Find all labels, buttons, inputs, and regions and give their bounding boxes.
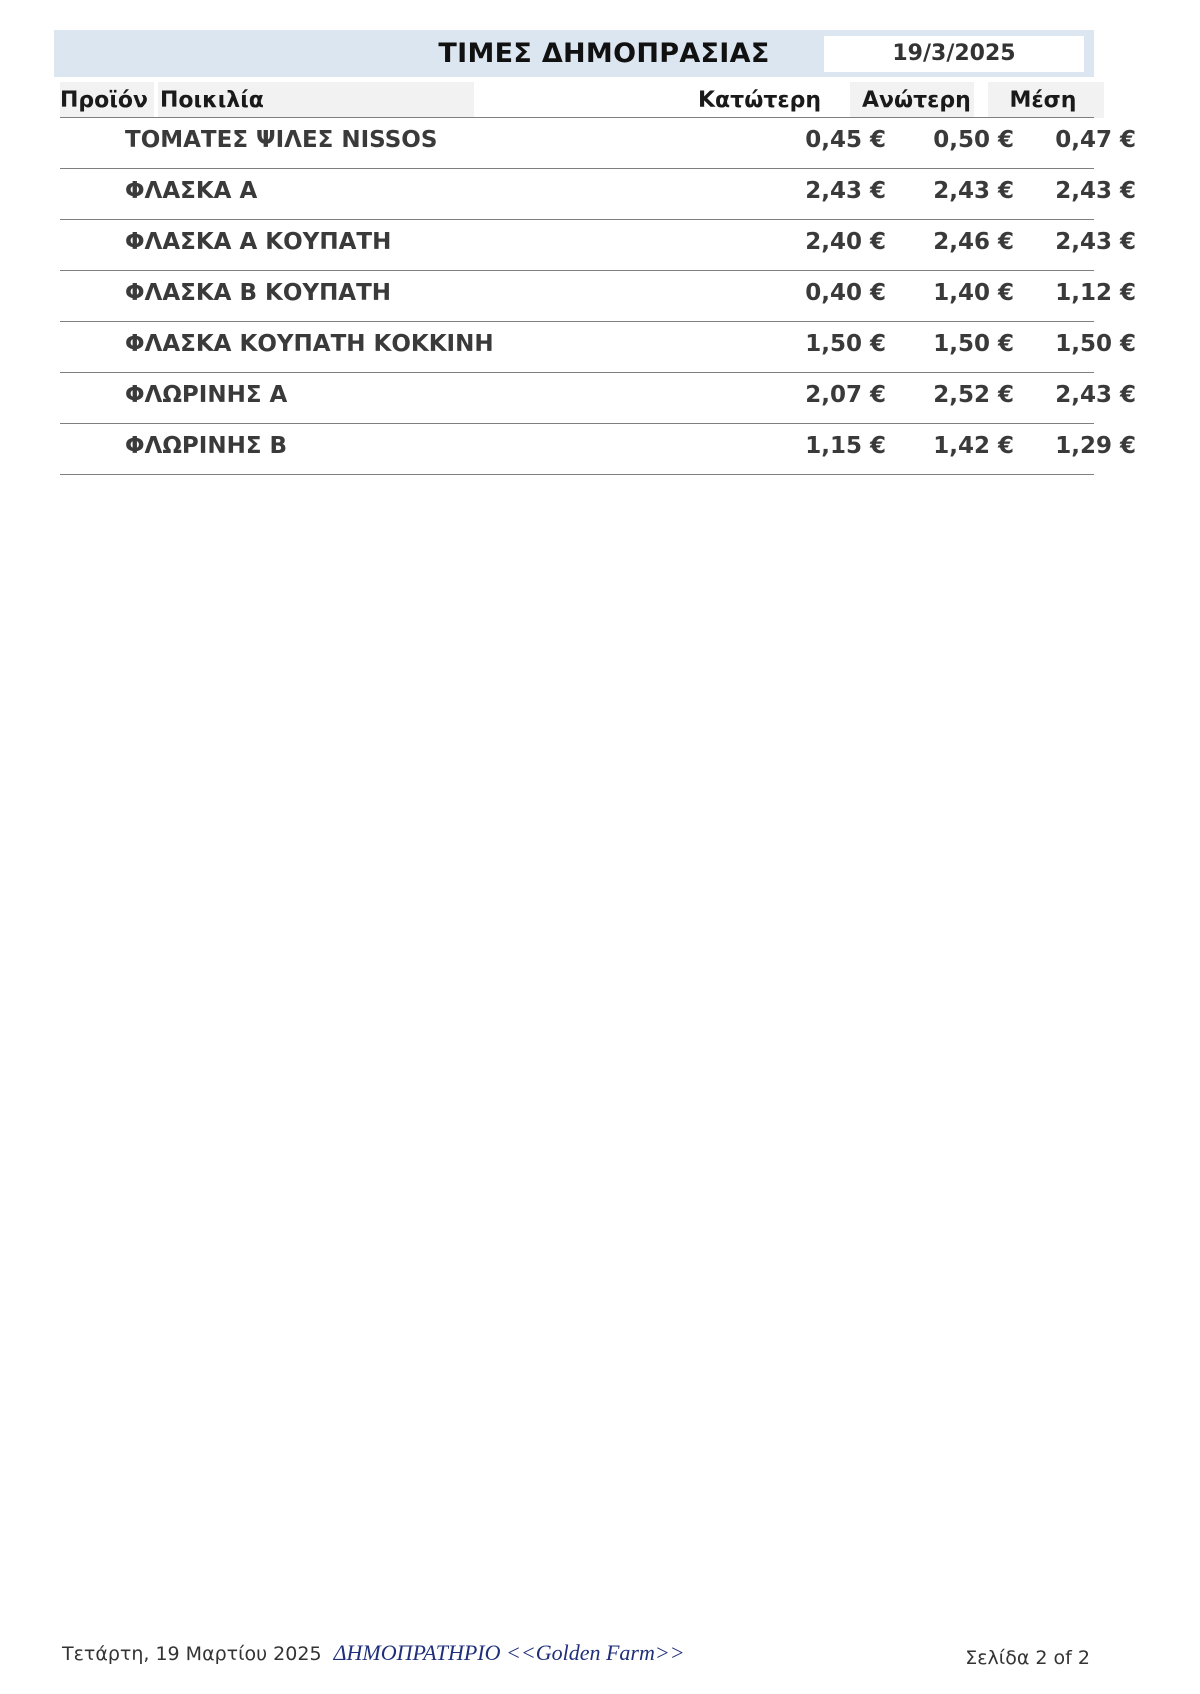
- table-row: [60, 373, 1136, 424]
- footer-date: Τετάρτη, 19 Μαρτίου 2025: [62, 1643, 322, 1665]
- row-high-price: 2,52 €: [933, 382, 1014, 408]
- row-variety: ΤΟΜΑΤΕΣ ΨΙΛΕΣ NISSOS: [125, 127, 438, 153]
- row-avg-price: 2,43 €: [1055, 229, 1136, 255]
- row-high-price: 1,40 €: [933, 280, 1014, 306]
- footer-company: ΔΗΜΟΠΡΑΤΗΡΙΟ <<Golden Farm>>: [333, 1640, 685, 1665]
- column-header-low: Κατώτερη: [698, 82, 832, 118]
- row-low-price: 0,40 €: [805, 280, 886, 306]
- row-avg-price: 2,43 €: [1055, 178, 1136, 204]
- row-high-price: 1,42 €: [933, 433, 1014, 459]
- row-low-price: 2,07 €: [805, 382, 886, 408]
- table-row: [60, 169, 1136, 220]
- row-low-price: 1,50 €: [805, 331, 886, 357]
- page-number: Σελίδα 2 of 2: [965, 1647, 1090, 1669]
- column-header-avg: Μέση: [988, 82, 1104, 118]
- page-footer: [62, 1640, 685, 1666]
- table-row: [60, 271, 1136, 322]
- row-variety: ΦΛΩΡΙΝΗΣ Β: [125, 433, 288, 459]
- row-variety: ΦΛΑΣΚΑ Α: [125, 178, 258, 204]
- row-high-price: 0,50 €: [933, 127, 1014, 153]
- column-header-product: Προϊόν: [60, 82, 154, 118]
- column-header-variety: Ποικιλία: [158, 82, 474, 118]
- row-variety: ΦΛΑΣΚΑ Β ΚΟΥΠΑΤΗ: [125, 280, 392, 306]
- row-variety: ΦΛΑΣΚΑ ΚΟΥΠΑΤΗ ΚΟΚΚΙΝΗ: [125, 331, 494, 357]
- row-low-price: 0,45 €: [805, 127, 886, 153]
- row-low-price: 2,43 €: [805, 178, 886, 204]
- row-avg-price: 1,12 €: [1055, 280, 1136, 306]
- row-variety: ΦΛΑΣΚΑ Α ΚΟΥΠΑΤΗ: [125, 229, 392, 255]
- row-high-price: 1,50 €: [933, 331, 1014, 357]
- row-avg-price: 1,50 €: [1055, 331, 1136, 357]
- row-avg-price: 0,47 €: [1055, 127, 1136, 153]
- row-avg-price: 2,43 €: [1055, 382, 1136, 408]
- column-header-high: Ανώτερη: [850, 82, 974, 118]
- row-high-price: 2,46 €: [933, 229, 1014, 255]
- title-band: [54, 30, 1094, 77]
- price-table: [60, 118, 1136, 475]
- row-high-price: 2,43 €: [933, 178, 1014, 204]
- report-date: 19/3/2025: [824, 36, 1084, 72]
- row-low-price: 2,40 €: [805, 229, 886, 255]
- row-avg-price: 1,29 €: [1055, 433, 1136, 459]
- row-low-price: 1,15 €: [805, 433, 886, 459]
- report-title: ΤΙΜΕΣ ΔΗΜΟΠΡΑΣΙΑΣ: [438, 38, 770, 69]
- table-row: [60, 220, 1136, 271]
- table-row: [60, 424, 1136, 475]
- table-row: [60, 322, 1136, 373]
- row-variety: ΦΛΩΡΙΝΗΣ Α: [125, 382, 288, 408]
- table-row: [60, 118, 1136, 169]
